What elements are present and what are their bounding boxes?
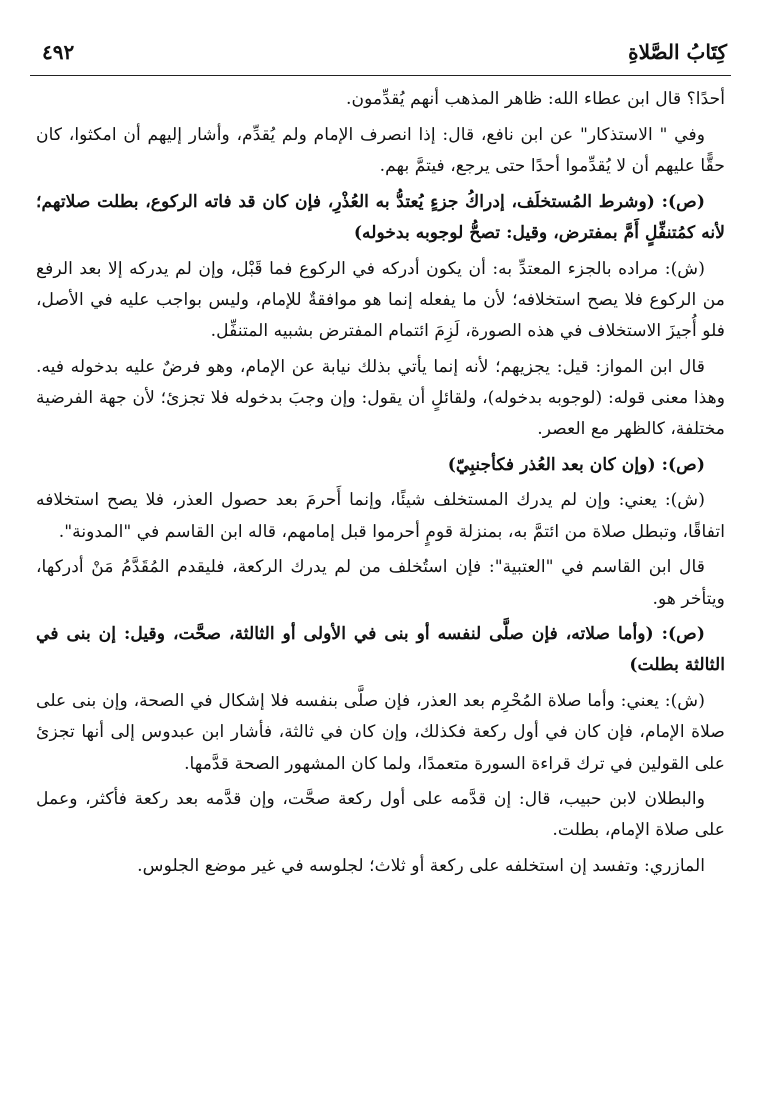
paragraph: قال ابن القاسم في "العتبية": فإن استُخلف من لم يدرك الركعة، فليقدم المُقَدَّمُ مَنْ أدركها، ويتأخر هو. — [36, 557, 725, 609]
commentary-paragraph: (ش): مراده بالجزء المعتدِّ به: أن يكون أدركه في الركوع فما قَبْل، وإن لم يدركه إلا بعد الرفع من الركوع فلا يصح استخلافه؛ لأن ما يفعله إنما هو موافقةٌ للإمام، وليس بواجب عليه في الأصل، فلو أُجيزَ الاستخلاف في هذه الصورة، لَزِمَ ائتمام المفترض بشبيه المتنفِّل. — [36, 258, 725, 341]
header-divider — [30, 75, 731, 76]
page-number: ٤٩٢ — [42, 40, 75, 64]
paragraph: وفي " الاستذكار" عن ابن نافع، قال: إذا انصرف الإمام ولم يُقدِّم، وأشار إليهم أن امكثوا، كان حقًّا عليهم أن لا يُقدِّموا أحدًا حتى يرجع، فيتمَّ بهم. — [36, 124, 725, 176]
commentary-paragraph: (ش): يعني: وإن لم يدرك المستخلف شيئًا، وإنما أَحرمَ بعد حصول العذر، فلا يصح استخلافه اتفاقًا، وتبطل صلاة من ائتمَّ به، بمنزلة قومٍ أحرموا قبل إمامهم، قاله ابن القاسم في "المدونة". — [36, 490, 725, 542]
page-body — [36, 84, 725, 887]
paragraph: أحدًا؟ قال ابن عطاء الله: ظاهر المذهب أنهم يُقدِّمون. — [346, 89, 725, 109]
text-paragraph: (ص): (وأما صلاته، فإن صلَّى لنفسه أو بنى في الأولى أو الثالثة، صحَّت، وقيل: إن بنى في الثالثة بطلت) — [36, 624, 725, 676]
commentary-paragraph: (ش): يعني: وأما صلاة المُحْرِم بعد العذر، فإن صلَّى بنفسه فلا إشكال في الصحة، وإن بنى على صلاة الإمام، فإن كان في أول ركعة فكذلك، وإن كان في ثالثة، فأشار ابن عبدوس إلى أنها تجزئ على القولين في ترك قراءة السورة متعمدًا، ولما كان المشهور الصحة قدَّمها. — [36, 691, 725, 774]
book-title: كِتَابُ الصَّلاةِ — [628, 40, 727, 64]
text-paragraph: (ص): (وإن كان بعد العُذر فكأجنبِيّ) — [447, 454, 705, 475]
text-paragraph: (ص): (وشرط المُستخلَف، إدراكُ جزءٍ يُعتدُّ به العُذْرِ، فإن كان قد فاته الركوع، بطلت صلاتهم؛ لأنه كمُتنفِّلٍ أَمَّ بمفترض، وقيل: تصحُّ لوجوبه بدخوله) — [36, 191, 725, 243]
paragraph: المازري: وتفسد إن استخلفه على ركعة أو ثلاث؛ لجلوسه في غير موضع الجلوس. — [137, 856, 705, 877]
paragraph: والبطلان لابن حبيب، قال: إن قدَّمه على أول ركعة صحَّت، وإن قدَّمه بعد ركعة فأكثر، وعمل على صلاة الإمام، بطلت. — [36, 789, 725, 841]
page-header — [30, 38, 731, 72]
paragraph: قال ابن المواز: قيل: يجزيهم؛ لأنه إنما يأتي بذلك نيابة عن الإمام، وهو فرضٌ عليه بدخوله فيه. وهذا معنى قوله: (لوجوبه بدخوله)، ولقائلٍ أن يقول: وإن وجبَ بدخوله فلا تجزئ؛ لأن جهة الفرضية مختلفة، كالظهر مع العصر. — [36, 356, 725, 440]
